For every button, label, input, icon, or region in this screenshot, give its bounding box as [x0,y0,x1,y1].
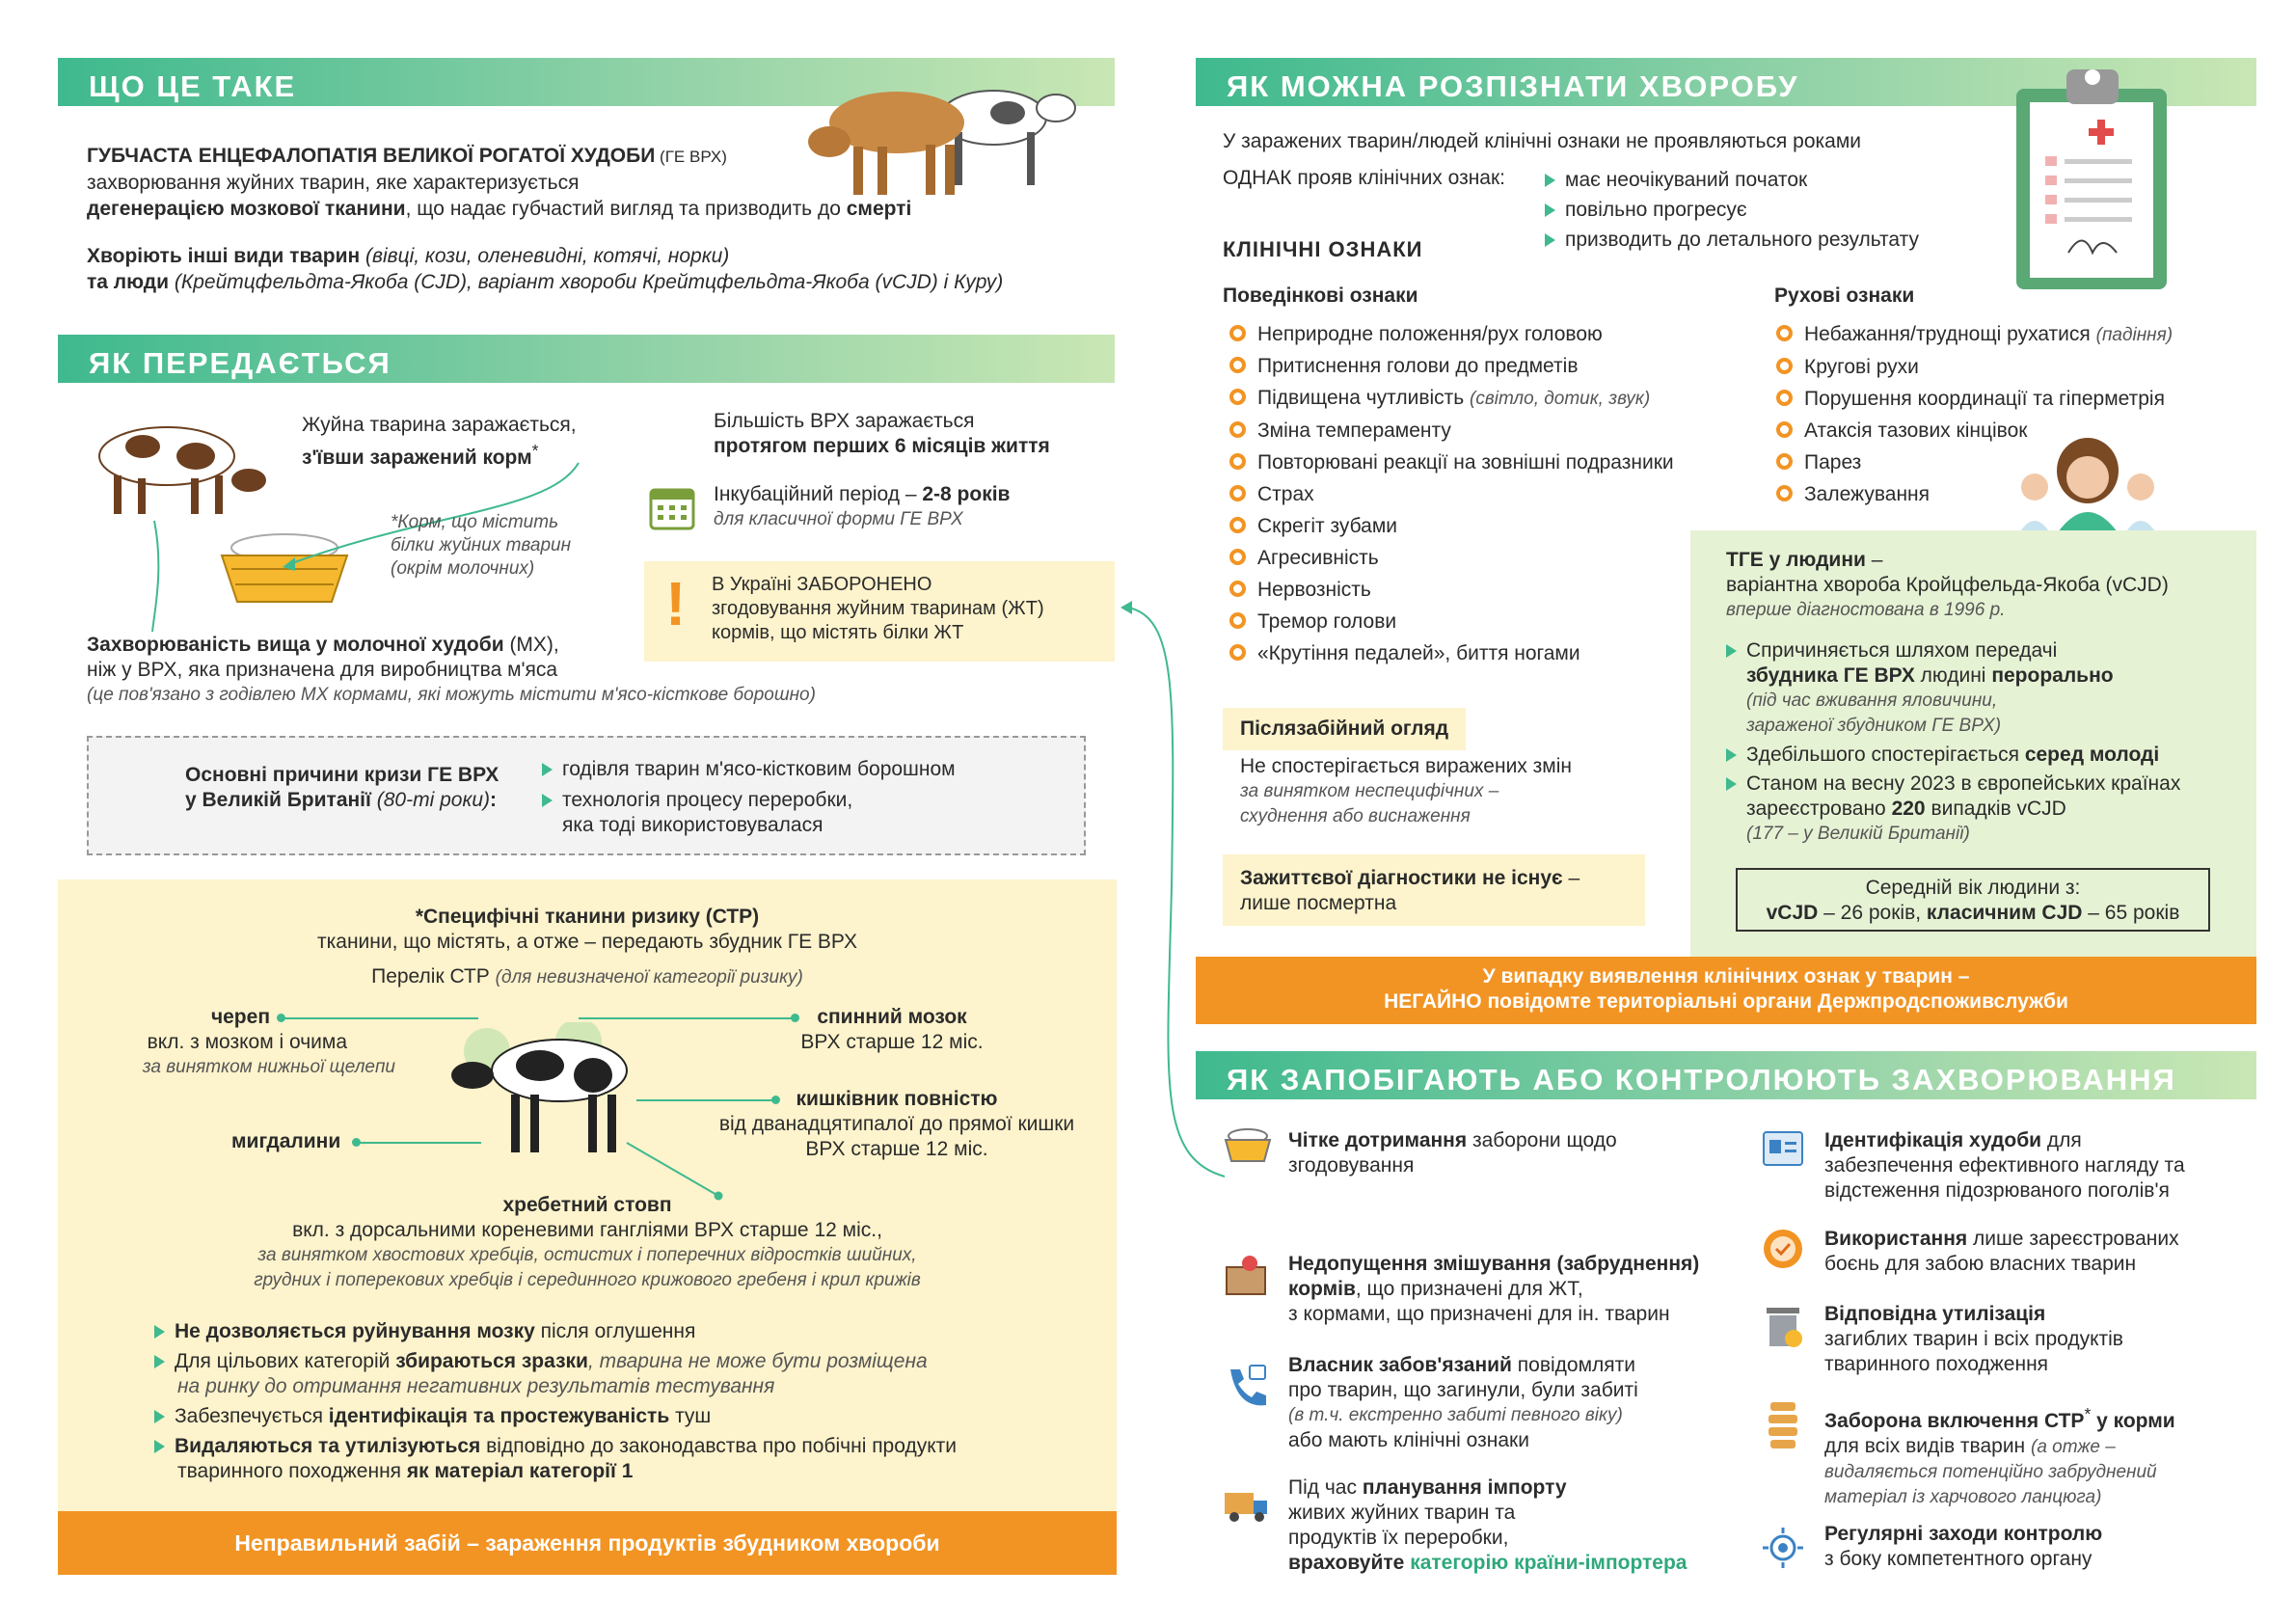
section-what-title: ЩО ЦЕ ТАКЕ [58,58,1115,106]
infection-text: Жуйна тварина заражається, з'ївши заражений корм* [302,414,577,469]
ring-bullet-icon [1229,549,1246,565]
most-infected-text: Більшість ВРХ заражається протягом перших 6 місяців життя [714,410,1050,457]
ring-bullet-icon [1229,357,1246,373]
sign-text: Порушення координації та гіперметрія [1804,388,2165,410]
calendar-icon [648,482,696,530]
sign-item [1229,415,1674,447]
id-card-icon [1761,1126,1805,1171]
sign-item [1776,351,2173,383]
avg-age-box: Середній вік людини з: vCJD – 26 років, класичним CJD – 65 років [1736,868,2210,932]
prevent-item-9: Регулярні заходи контролю з боку компетентного органу [1824,1523,2103,1570]
doctor-icon [2011,434,2165,546]
prevent-item-6: Використання лише зареєстрованих боєнь для забою власних тварин [1824,1228,2179,1275]
movement-heading: Рухові ознаки [1774,284,1915,307]
srm-bullets: Не дозволяється руйнування мозку після оглушення Для цільових категорій збираються зразки, тварина не може бути розміщена на ринку до отримання негативних результатів тестування Забезпечується ідентифікація та простежуваність туш Видаляються та утилізуються відповідно до законодавства про побічні продукти тваринного походження як матеріал категорії 1 [154,1319,957,1484]
srm-column: хребетний стовп вкл. з дорсальними кореневими гангліями ВРХ старше 12 міс., за винятком хвостових хребців, остистих і поперечних відростків шийних, грудних і поперекових хребців і серединного крижового гребеня і крил крижів [254,1194,921,1290]
tonsils-line [356,1142,481,1144]
sign-text: Підвищена чутливість [1257,387,1471,409]
ring-bullet-icon [1776,485,1793,501]
srm-tonsils: мигдалини [231,1130,341,1152]
srm-header: *Специфічні тканини ризику (СТР) тканини, що містять, а отже – передають збудник ГЕ ВРХ Перелік СТР (для невизначеної категорії ризику) [317,906,857,988]
tge-text: ТГЕ у людини – варіантна хвороба Кройцфельда-Якоба (vCJD) вперше діагностована в 1996 р. Спричиняється шляхом передачі збудника ГЕ ВРХ людині перорально (під час вживання яловичини, зараженої збудником ГЕ ВРХ) Здебільшого спостерігається серед молоді Станом на весну 2023 в європейських країнах зареєстровано 220 випадків vCJD (177 – у Великій Британії) [1726,549,2181,844]
ring-bullet-icon [1776,358,1793,374]
ring-bullet-icon [1776,390,1793,406]
sign-text: Залежування [1804,483,1930,505]
srm-intestine: кишківник повністю від дванадцятипалої до прямої кишки ВРХ старше 12 міс. [718,1088,1075,1160]
badge-icon [1761,1227,1805,1271]
ring-bullet-icon [1776,453,1793,470]
ring-bullet-icon [1229,581,1246,597]
clipboard-icon [2011,60,2174,301]
sign-text: Повторювані реакції на зовнішні подразники [1257,451,1674,474]
warning-icon: ! [665,569,687,638]
ring-bullet-icon [1229,421,1246,438]
sign-text: Неприродне положення/рух головою [1257,323,1603,345]
ring-bullet-icon [1229,325,1246,341]
sign-item [1229,510,1674,542]
sign-item [1229,318,1674,350]
prevent-item-2: Недопущення змішування (забруднення) кормів, що призначені для ЖТ, з кормами, що призначені для ін. тварин [1288,1253,1700,1325]
dairy-text: Захворюваність вища у молочної худоби (МХ), ніж у ВРХ, яка призначена для виробництва м'яса (це пов'язано з годівлею МХ кормами, які можуть містити м'ясо-кісткове борошно) [87,634,816,705]
cows-illustration [800,69,1099,204]
however-label: ОДНАК прояв клінічних ознак: [1223,167,1506,189]
prevent-item-5: Ідентифікація худоби для забезпечення ефективного нагляду та відстеження підозрюваного поголів'я [1824,1129,2185,1202]
sign-text: Тремор голови [1257,610,1397,633]
sign-item [1229,637,1674,669]
feed-note: *Корм, що містить білки жуйних тварин (окрім молочних) [391,512,572,579]
bin-icon [1761,1302,1805,1350]
spine-line [579,1017,793,1019]
sign-text: Небажання/труднощі рухатися [1804,323,2096,345]
what-text: ГУБЧАСТА ЕНЦЕФАЛОПАТІЯ ВЕЛИКОЇ РОГАТОЇ ХУДОБИ (ГЕ ВРХ) захворювання жуйних тварин, яке характеризується дегенерацією мозкової тканини, що надає губчастий вигляд та призводить до смерті Хворіють інші види тварин (вівці, кози, оленевидні, котячі, норки) та люди (Крейтцфельдта-Якоба (CJD), варіант хвороби Крейтцфельдта-Якоба (vCJD) і Куру) [87,145,1004,293]
crisis-box: Основні причини кризи ГЕ ВРХ у Великій Британії (80-ті роки): годівля тварин м'ясо-кістковим борошном технологія процесу переробки, яка тоді використовувалася [87,736,1086,855]
ban-warning-box: ! В Україні ЗАБОРОНЕНО згодовування жуйним тваринам (ЖТ) кормів, що містять білки ЖТ [644,561,1115,662]
prevent-item-4: Під час планування імпорту живих жуйних тварин та продуктів їх переробки, враховуйте категорію країни-імпортера [1288,1476,1688,1574]
link-arrow [1119,598,1234,1215]
sign-item [1229,350,1674,382]
behavior-heading: Поведінкові ознаки [1223,284,1418,307]
recog-intro: У заражених тварин/людей клінічні ознаки не проявляються роками [1223,130,1861,152]
lifetime-diagnostics-box: Зажиттєвої діагностики не існує – лише посмертна [1223,854,1645,926]
sign-item [1229,542,1674,574]
sign-text: Агресивність [1257,547,1379,569]
truck-icon [1223,1487,1271,1524]
behavior-list [1229,318,1674,669]
section-recognize-title: ЯК МОЖНА РОЗПІЗНАТИ ХВОРОБУ [1196,58,2256,106]
sign-item [1229,574,1674,606]
sign-item [1776,318,2173,351]
ring-bullet-icon [1776,421,1793,438]
feed-trough-small-icon [1223,1126,1273,1165]
sign-text: Скрегіт зубами [1257,515,1398,537]
sign-text: Парез [1804,451,1862,474]
alert-banner: У випадку виявлення клінічних ознак у тварин – НЕГАЙНО повідомте територіальні органи Держпродспоживслужби [1196,957,2256,1024]
sign-item [1776,383,2173,415]
prevent-item-3: Власник забов'язаний повідомляти про тварин, що загинули, були забиті (в т.ч. екстренно забиті певного віку) або мають клінічні ознаки [1288,1354,1638,1451]
postmortem-text: Не спостерігається виражених змін за винятком неспецифічних – схуднення або виснаження [1240,755,1572,826]
incubation-text: Інкубаційний період – 2-8 років для класичної форми ГЕ ВРХ [714,483,1011,529]
ring-bullet-icon [1229,453,1246,470]
sign-text: Зміна темпераменту [1257,420,1451,442]
sign-note: (падіння) [2095,325,2174,345]
srm-spine: спинний мозок ВРХ старше 12 міс. [800,1006,984,1053]
prevent-item-7: Відповідна утилізація загиблих тварин і всіх продуктів тваринного походження [1824,1303,2123,1375]
prevent-item-1: Чітке дотримання заборони щодо згодовування [1288,1129,1617,1177]
however-list: має неочікуваний початок повільно прогресує призводить до летального результату [1545,165,1919,255]
srm-skull: череп вкл. з мозком і очима за винятком нижньої щелепи [142,1006,395,1077]
ring-bullet-icon [1229,517,1246,533]
feed-mix-icon [1223,1252,1269,1298]
clinical-heading: КЛІНІЧНІ ОЗНАКИ [1223,237,1423,261]
sign-item [1229,447,1674,478]
phone-icon [1223,1362,1269,1408]
section-transmission-title: ЯК ПЕРЕДАЄТЬСЯ [58,335,1115,383]
sign-note: (світло, дотик, звук) [1470,389,1651,409]
sign-item [1229,478,1674,510]
sign-text: Атаксія тазових кінцівок [1804,420,2028,442]
spine-icon [1761,1398,1805,1450]
sign-item [1229,606,1674,637]
srm-footer-banner: Неправильний забій – зараження продуктів збудником хвороби [58,1511,1117,1575]
sign-text: Притиснення голови до предметів [1257,355,1579,377]
inspect-icon [1761,1526,1805,1570]
ring-bullet-icon [1229,485,1246,501]
sign-text: Кругові рухи [1804,356,1919,378]
section-prevent-title: ЯК ЗАПОБІГАЮТЬ АБО КОНТРОЛЮЮТЬ ЗАХВОРЮВАННЯ [1196,1051,2256,1099]
postmortem-heading: Післязабійний огляд [1223,708,1466,750]
ring-bullet-icon [1229,389,1246,405]
prevent-item-8: Заборона включення СТР* у корми для всіх видів тварин (а отже – видаляється потенційно забруднений матеріал із харчового ланцюга) [1824,1404,2175,1507]
sign-text: «Крутіння педалей», биття ногами [1257,642,1580,664]
sign-item [1229,382,1674,415]
sign-text: Нервозність [1257,579,1371,601]
sign-text: Страх [1257,483,1314,505]
ring-bullet-icon [1776,325,1793,341]
